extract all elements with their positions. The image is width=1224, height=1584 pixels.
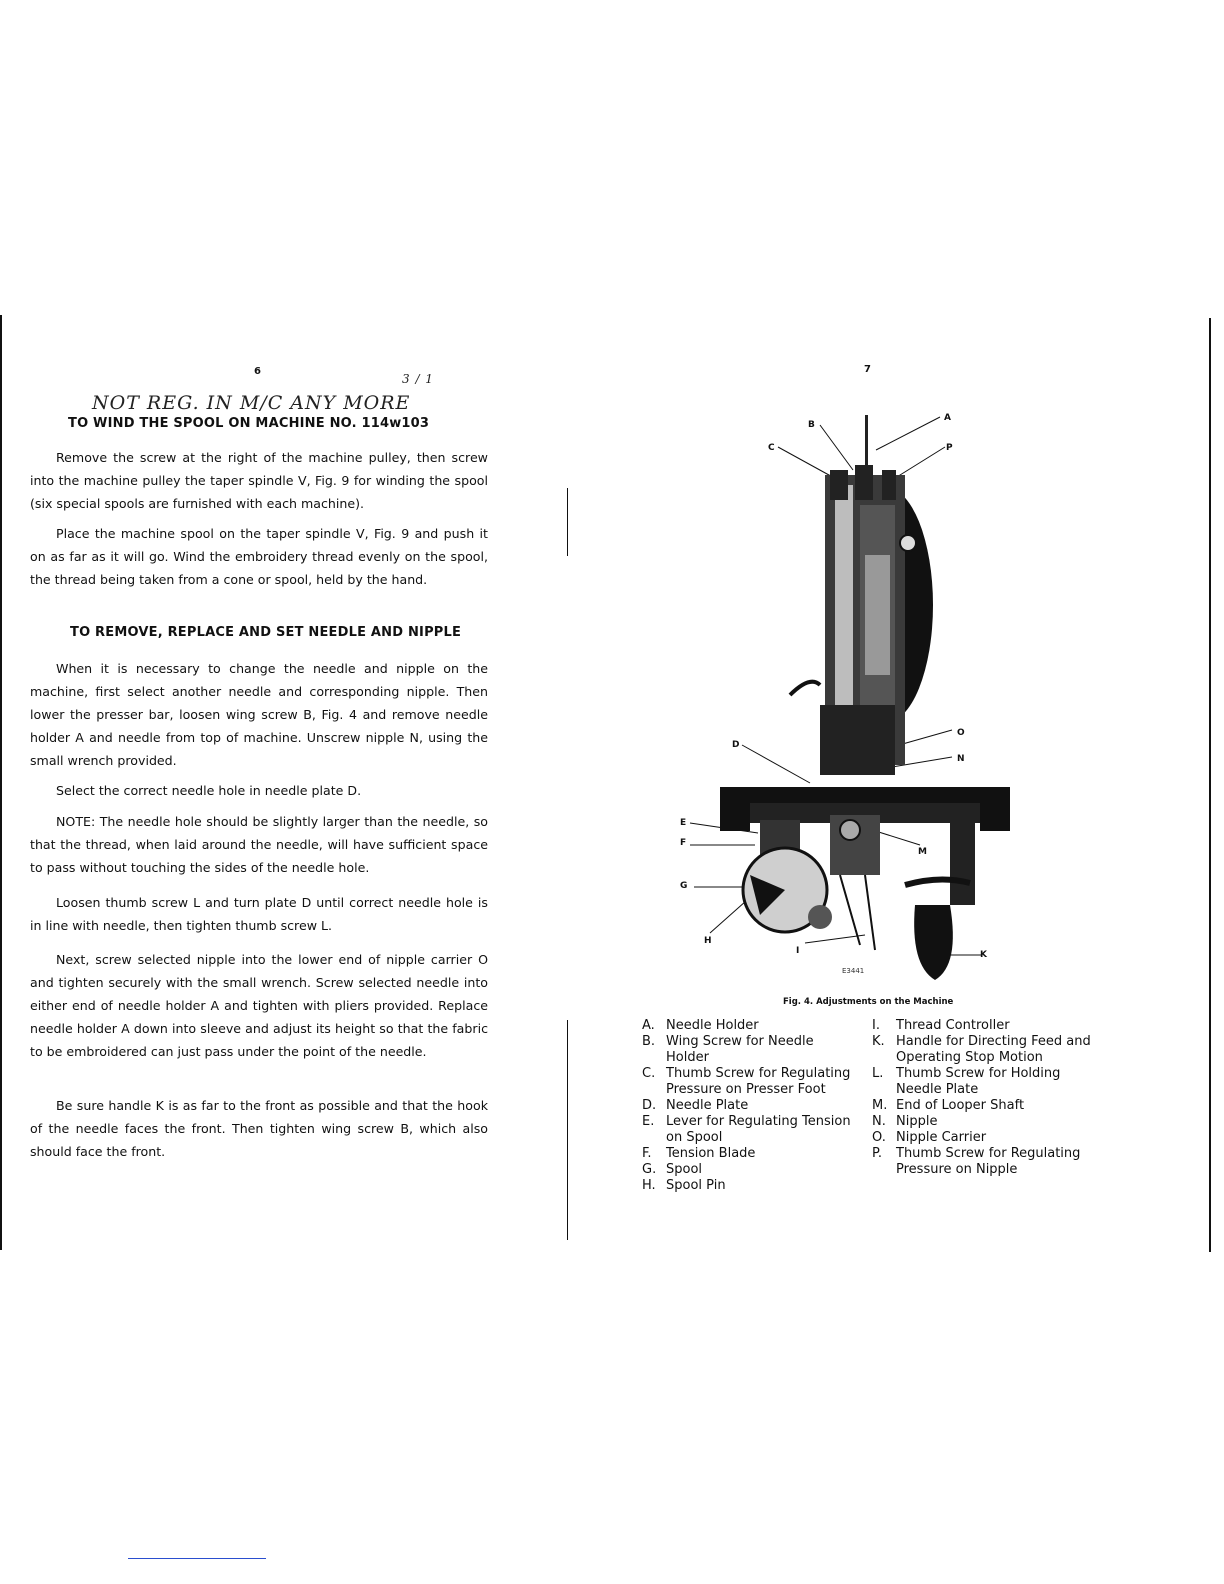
callout-A: A bbox=[944, 413, 951, 423]
legend-item: H. Spool Pin bbox=[642, 1178, 726, 1193]
callout-D: D bbox=[732, 740, 740, 750]
callout-N: N bbox=[957, 754, 965, 764]
legend-right-column bbox=[872, 1018, 1102, 1178]
callout-E: E bbox=[680, 818, 687, 828]
section2-paragraph-4: Loosen thumb screw L and turn plate D until correct needle hole is in line with needle, then tighten thumb screw L. bbox=[30, 895, 488, 933]
legend-item: N. Nipple bbox=[872, 1114, 938, 1129]
section2-paragraph-2: Select the correct needle hole in needle plate D. bbox=[56, 783, 362, 798]
legend-item: C. Thumb Screw for Regulating Pressure on Presser Foot bbox=[642, 1066, 851, 1097]
section2-paragraph-6: Be sure handle K is as far to the front as possible and that the hook of the needle faces the front. Then tighten wing screw B, which also should face the front. bbox=[30, 1098, 488, 1159]
legend-item: E. Lever for Regulating Tension on Spool bbox=[642, 1114, 851, 1145]
section2-paragraph-1: When it is necessary to change the needle and nipple on the machine, first select another needle and corresponding nipple. Then lower the presser bar, loosen wing screw B, Fig. 4 and remove needle holder A and needle from top of machine. Unscrew nipple N, using the small wrench provided. bbox=[30, 661, 488, 768]
legend-left-column bbox=[642, 1018, 857, 1194]
callout-P: P bbox=[946, 443, 953, 453]
callout-I: I bbox=[796, 946, 800, 956]
center-gutter-line-top bbox=[567, 488, 568, 556]
section2-paragraph-5: Next, screw selected nipple into the lower end of nipple carrier O and tighten securely with the small wrench. Screw selected needle into either end of needle holder A and tighten with pliers provided. Replace needle holder A down into sleeve and adjust its height so that the fabric to be embroidered can just pass under the point of the needle. bbox=[30, 952, 488, 1059]
center-gutter-line-bottom bbox=[567, 1020, 568, 1240]
callout-C: C bbox=[768, 443, 775, 453]
callout-O: O bbox=[957, 728, 965, 738]
left-page-number: 6 bbox=[254, 366, 261, 377]
legend-item: K. Handle for Directing Feed and Operating Stop Motion bbox=[872, 1034, 1091, 1065]
section1-heading: TO WIND THE SPOOL ON MACHINE NO. 114w103 bbox=[68, 416, 430, 431]
legend-item: D. Needle Plate bbox=[642, 1098, 749, 1113]
section2-heading: TO REMOVE, REPLACE AND SET NEEDLE AND NIPPLE bbox=[70, 625, 462, 640]
section2-paragraph-3: NOTE: The needle hole should be slightly larger than the needle, so that the thread, when laid around the needle, will have sufficient space to pass without touching the sides of the needle hole. bbox=[30, 814, 488, 875]
legend-item: G. Spool bbox=[642, 1162, 703, 1177]
figure-caption: Fig. 4. Adjustments on the Machine bbox=[783, 997, 954, 1007]
section1-paragraph-2: Place the machine spool on the taper spindle V, Fig. 9 and push it on as far as it will go. Wind the embroidery thread evenly on the spool, the thread being taken from a cone or spool, held by the hand. bbox=[30, 526, 488, 587]
right-scan-edge bbox=[1209, 318, 1211, 1252]
legend-item: B. Wing Screw for Needle Holder bbox=[642, 1034, 814, 1065]
callout-G: G bbox=[680, 881, 688, 891]
section1-paragraph-1: Remove the screw at the right of the machine pulley, then screw into the machine pulley the taper spindle V, Fig. 9 for winding the spool (six special spools are furnished with each machine). bbox=[30, 450, 488, 511]
callout-H: H bbox=[704, 936, 712, 946]
legend-item: A. Needle Holder bbox=[642, 1018, 759, 1033]
legend-item: F. Tension Blade bbox=[642, 1146, 756, 1161]
right-page-number: 7 bbox=[864, 364, 871, 375]
blue-underline-mark bbox=[128, 1558, 266, 1559]
legend-item: P. Thumb Screw for Regulating Pressure on Nipple bbox=[872, 1146, 1081, 1177]
callout-B: B bbox=[808, 420, 815, 430]
callout-M: M bbox=[918, 847, 927, 857]
handwritten-note: NOT REG. IN M/C ANY MORE bbox=[92, 392, 411, 414]
left-scan-edge bbox=[0, 315, 2, 1250]
figure-code: E3441 bbox=[842, 967, 865, 975]
callout-F: F bbox=[680, 838, 687, 848]
legend-item: L. Thumb Screw for Holding Needle Plate bbox=[872, 1066, 1061, 1097]
legend-item: O. Nipple Carrier bbox=[872, 1130, 987, 1145]
callout-K: K bbox=[980, 950, 987, 960]
machine-illustration bbox=[660, 405, 1010, 985]
handwritten-date: 3 / 1 bbox=[402, 372, 434, 386]
legend-item: I. Thread Controller bbox=[872, 1018, 1010, 1033]
legend-item: M. End of Looper Shaft bbox=[872, 1098, 1025, 1113]
